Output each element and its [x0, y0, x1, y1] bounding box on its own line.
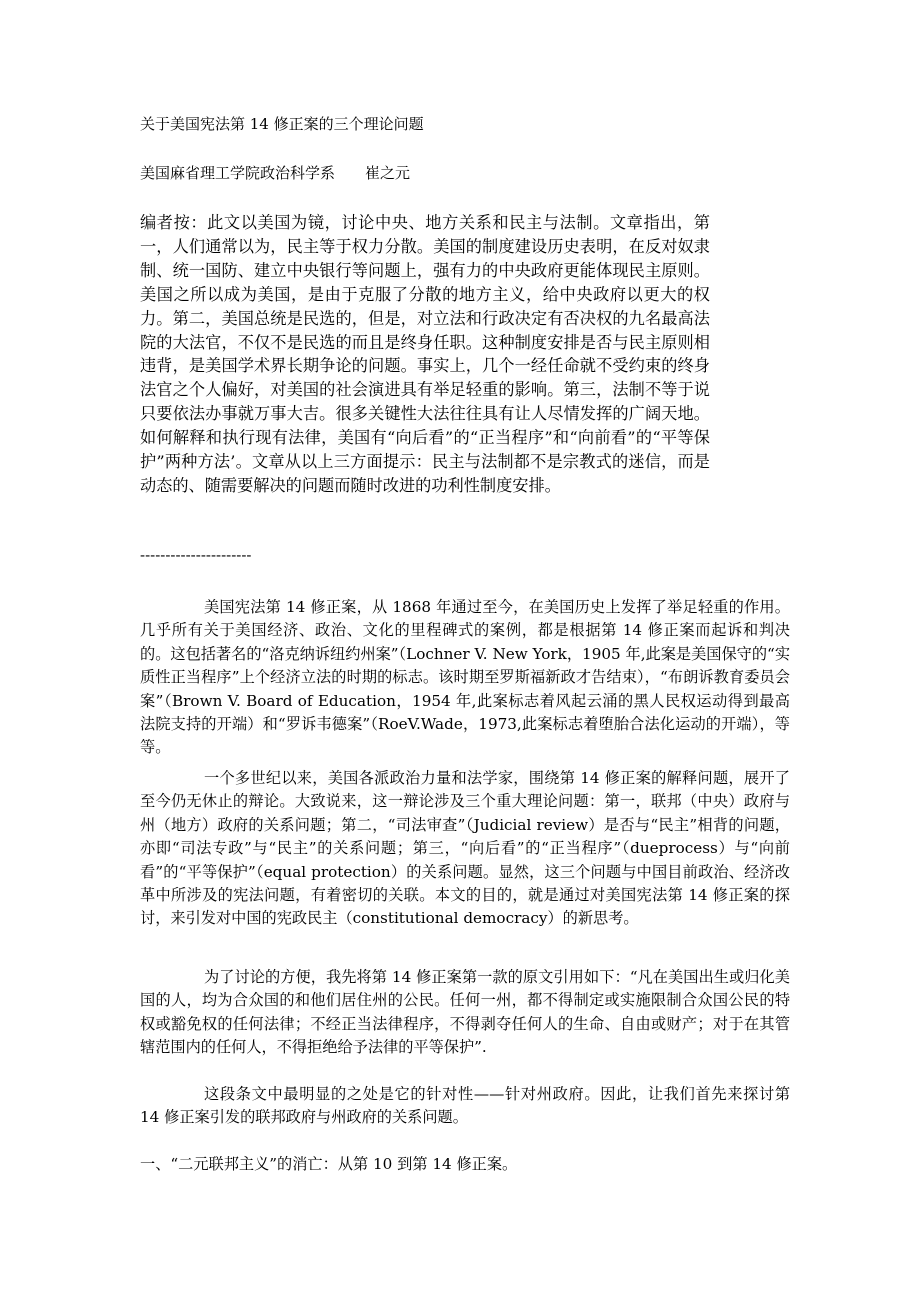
article-title: 关于美国宪法第 14 修正案的三个理论问题 — [140, 115, 424, 133]
author-byline: 美国麻省理工学院政治科学系 崔之元 — [140, 164, 411, 182]
body-paragraph-3: 为了讨论的方便，我先将第 14 修正案第一款的原文引用如下：“凡在美国出生或归化美国的人，均为合众国的和他们居住州的公民。任何一州，都不得制定或实施限制合众国公民的特权或豁免权的任何法律；不经正当法律程序，不得剥夺任何人的生命、自由或财产；对于在其管辖范围内的任何人，不得拒绝给予法律的平等保护”. — [140, 968, 790, 1057]
divider-line: ---------------------- — [140, 546, 252, 564]
editor-note: 编者按：此文以美国为镜，讨论中央、地方关系和民主与法制。文章指出，第一，人们通常以为，民主等于权力分散。美国的制度建设历史表明，在反对奴隶制、统一国防、建立中央银行等问题上，强有力的中央政府更能体现民主原则。美国之所以成为美国，是由于克服了分散的地方主义，给中央政府以更大的权力。第二，美国总统是民选的，但是，对立法和行政决定有否决权的九名最高法院的大法官，不仅不是民选的而且是终身任职。这种制度安排是否与民主原则相违背，是美国学术界长期争论的问题。事实上，几个一经任命就不受约束的终身法官之个人偏好，对美国的社会演进具有举足轻重的影响。第三，法制不等于说只要依法办事就万事大吉。很多关键性大法往往具有让人尽情发挥的广阔天地。如何解释和执行现有法律，美国有“向后看”的“正当程序”和“向前看”的“平等保护”两种方法’。文章从以上三方面提示：民主与法制都不是宗教式的迷信，而是动态的、随需要解决的问题而随时改进的功利性制度安排。 — [140, 213, 710, 495]
section-heading: 一、“二元联邦主义”的消亡：从第 10 到第 14 修正案。 — [140, 1155, 518, 1173]
body-paragraph-2: 一个多世纪以来，美国各派政治力量和法学家，围绕第 14 修正案的解释问题，展开了至今仍无休止的辩论。大致说来，这一辩论涉及三个重大理论问题：第一，联邦（中央）政府与州（地方）政府的关系问题；第二，“司法审查”（Judicial review）是否与“民主”相背的问题，亦即“司法专政”与“民主”的关系问题；第三，“向后看”的“正当程序”（dueprocess）与“向前看”的“平等保护”（equal protection）的关系问题。显然，这三个问题与中国目前政治、经济改革中所涉及的宪法问题，有着密切的关联。本文的目的，就是通过对美国宪法第 14 修正案的探讨，来引发对中国的宪政民主（constitutional democracy）的新思考。 — [140, 769, 790, 928]
body-paragraph-4: 这段条文中最明显的之处是它的针对性——针对州政府。因此，让我们首先来探讨第 14 修正案引发的联邦政府与州政府的关系问题。 — [140, 1085, 790, 1127]
body-paragraph-1: 美国宪法第 14 修正案，从 1868 年通过至今，在美国历史上发挥了举足轻重的作用。几乎所有关于美国经济、政治、文化的里程碑式的案例，都是根据第 14 修正案而起诉和判决的。这包括著名的“洛克纳诉纽约州案”（Lochner V. New York，1905 年,此案是美国保守的“实质性正当程序”上个经济立法的时期的标志。该时期至罗斯福新政才告结束），“布朗诉教育委员会案”（Brown V. Board of Education，1954 年,此案标志着风起云涌的黑人民权运动得到最高法院支持的开端）和“罗诉韦德案”（RoeV.Wade，1973,此案标志着堕胎合法化运动的开端），等等。 — [140, 598, 791, 757]
